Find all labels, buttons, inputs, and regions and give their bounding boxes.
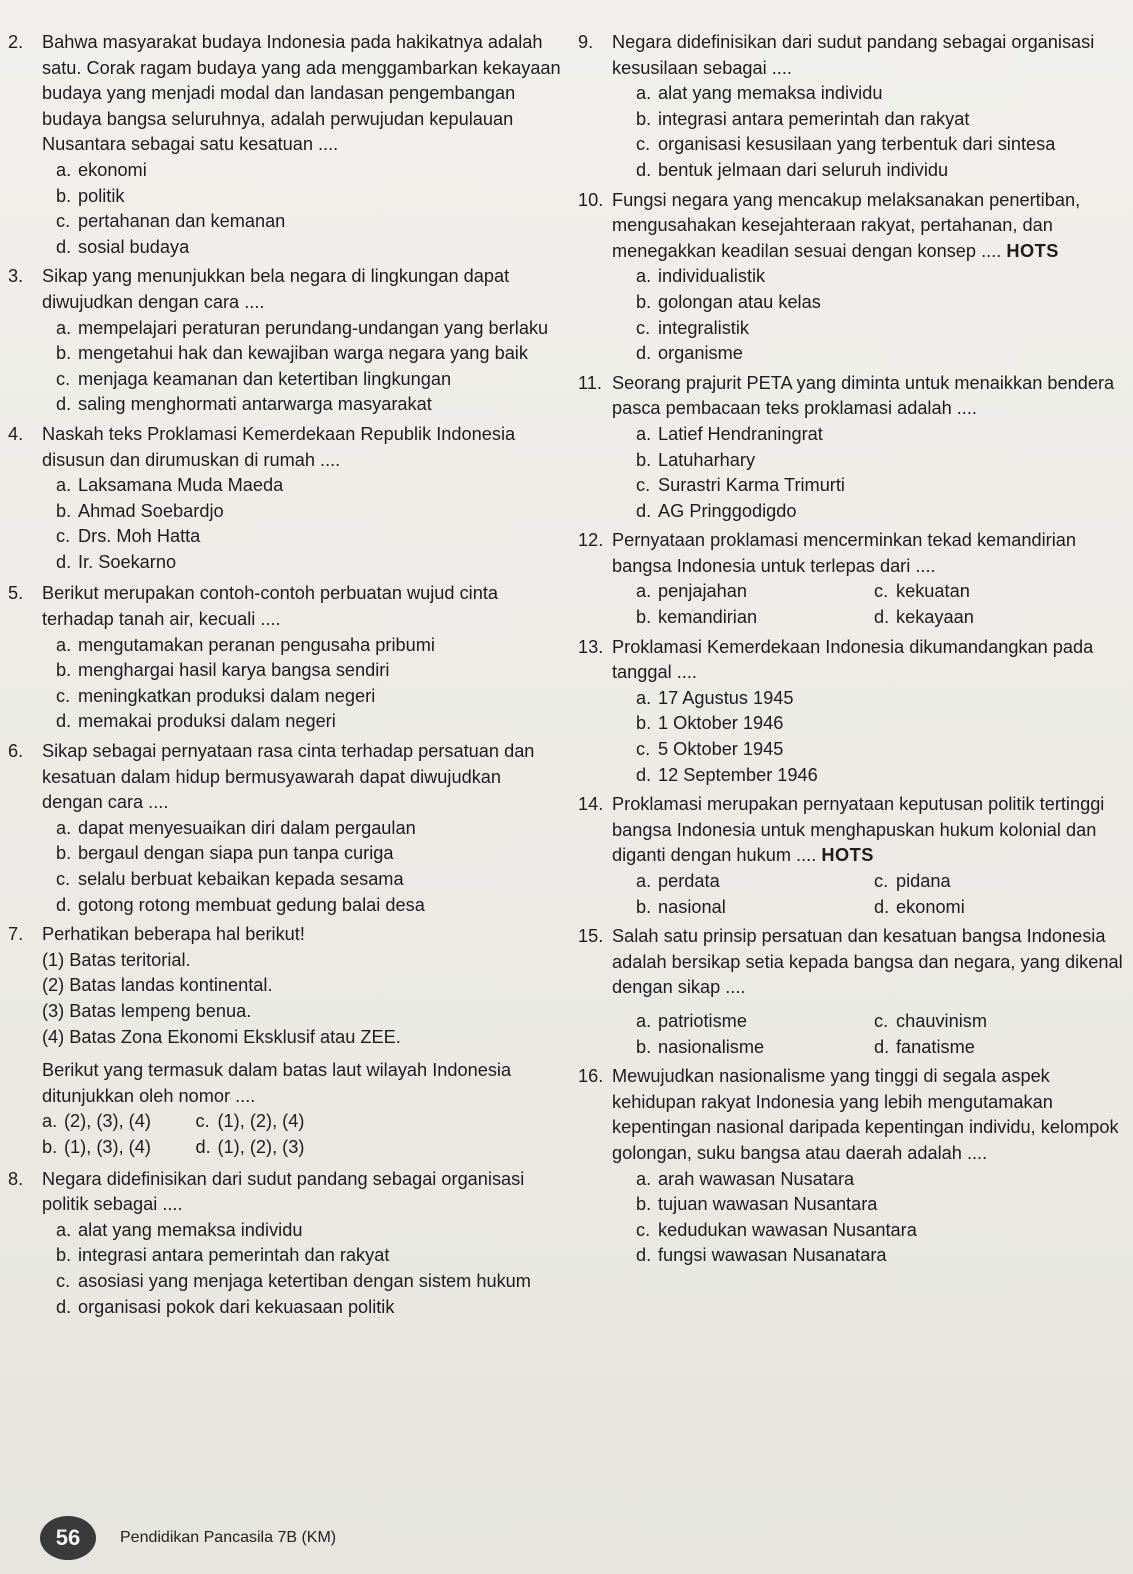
question-number: 15. [578,926,604,947]
option-b[interactable]: b. 1 Oktober 1946 [636,713,784,734]
question-prompt: Berikut yang termasuk dalam batas laut wilayah Indonesia ditunjukkan oleh nomor .... [42,1060,512,1106]
left-column [8,30,563,1320]
question-9 [578,30,1126,184]
option-b[interactable]: b. integrasi antara pemerintah dan rakyat [636,108,970,129]
book-title: Pendidikan Pancasila 7B (KM) [120,1529,337,1546]
question-8 [8,1167,563,1321]
question-number: 5. [8,583,24,604]
option-b[interactable]: b. politik [56,185,125,206]
option-c[interactable]: c. 5 Oktober 1945 [636,739,784,760]
option-b[interactable]: b. tujuan wawasan Nusantara [636,1194,878,1215]
statement-item: (4) Batas Zona Ekonomi Eksklusif atau ZEE. [42,1026,401,1047]
option-c[interactable]: c. meningkatkan produksi dalam negeri [56,685,376,706]
option-a[interactable]: a. alat yang memaksa individu [636,83,883,104]
option-a[interactable]: a. 17 Agustus 1945 [636,687,794,708]
option-b[interactable]: b. golongan atau kelas [636,291,821,312]
statement-item: (3) Batas lempeng benua. [42,1000,252,1021]
question-15 [578,924,1126,1060]
option-a[interactable]: a. alat yang memaksa individu [56,1219,303,1240]
option-c[interactable]: c. pertahanan dan kemanan [56,211,286,232]
question-number: 2. [8,32,24,52]
question-10 [578,188,1126,367]
option-b[interactable]: b. (1), (3), (4) [42,1136,151,1157]
option-a[interactable]: a. perdata [636,871,720,891]
question-text: Salah satu prinsip persatuan dan kesatuan bangsa Indonesia adalah bersikap setia kepada bangsa dan negara, yang dikenal dengan sikap .... [612,926,1123,998]
option-c[interactable]: c. (1), (2), (4) [195,1111,305,1132]
option-b[interactable]: b. mengetahui hak dan kewajiban warga negara yang baik [56,343,528,364]
question-number: 14. [578,794,604,815]
question-11 [578,371,1126,525]
option-d[interactable]: d. gotong rotong membuat gedung balai desa [56,894,425,915]
option-a[interactable]: a. Laksamana Muda Maeda [56,475,284,496]
question-text: Fungsi negara yang mencakup melaksanakan penertiban, mengusahakan kesejahteraan rakyat, pertahanan, dan menegakkan keadilan sesuai dengan konsep .... HOTS [612,189,1081,261]
option-b[interactable]: b. Ahmad Soebardjo [56,500,224,521]
question-6 [8,739,563,918]
option-b[interactable]: b. bergaul dengan siapa pun tanpa curiga [56,843,394,864]
question-number: 4. [8,423,24,444]
option-c[interactable]: c. pidana [874,871,951,891]
question-number: 7. [8,924,24,945]
option-a[interactable]: a. individualistik [636,266,766,287]
question-4 [8,422,563,576]
question-2 [8,30,563,260]
option-c[interactable]: c. Drs. Moh Hatta [56,526,201,547]
question-text: Negara didefinisikan dari sudut pandang sebagai organisasi kesusilaan sebagai .... [612,32,1095,78]
statement-item: (1) Batas teritorial. [42,949,191,970]
option-c[interactable]: c. chauvinism [874,1010,987,1031]
question-number: 11. [578,372,602,393]
option-a[interactable]: a. dapat menyesuaikan diri dalam pergaulan [56,817,416,838]
question-16 [578,1064,1126,1269]
option-d[interactable]: d. organisasi pokok dari kekuasaan politik [56,1296,395,1317]
option-c[interactable]: c. kedudukan wawasan Nusantara [636,1219,917,1240]
option-d[interactable]: d. fungsi wawasan Nusanatara [636,1245,887,1266]
option-d[interactable]: d. kekayaan [874,607,974,628]
question-text: Perhatikan beberapa hal berikut! [42,924,305,945]
option-c[interactable]: c. integralistik [636,317,749,338]
option-b[interactable]: b. nasionalisme [636,1036,765,1057]
question-text: Proklamasi merupakan pernyataan keputusan politik tertinggi bangsa Indonesia untuk menghapuskan hukum kolonial dan diganti dengan hukum .... HOTS [612,794,1105,866]
option-d[interactable]: d. saling menghormati antarwarga masyarakat [56,394,432,415]
question-text: Negara didefinisikan dari sudut pandang sebagai organisasi politik sebagai .... [42,1168,525,1215]
question-3 [8,264,563,418]
question-text: Naskah teks Proklamasi Kemerdekaan Republik Indonesia disusun dan dirumuskan di rumah .... [42,423,516,470]
option-d[interactable]: d. bentuk jelmaan dari seluruh individu [636,159,949,180]
option-b[interactable]: b. Latuharhary [636,449,756,470]
page-number: 56 [40,1516,96,1560]
option-a[interactable]: a. penjajahan [636,581,748,602]
question-text: Pernyataan proklamasi mencerminkan tekad kemandirian bangsa Indonesia untuk terlepas dari .... [612,530,1077,576]
option-d[interactable]: d. Ir. Soekarno [56,551,177,572]
question-text: Berikut merupakan contoh-contoh perbuatan wujud cinta terhadap tanah air, kecuali .... [42,583,498,630]
hots-badge: HOTS [1006,240,1059,261]
option-b[interactable]: b. kemandirian [636,607,758,628]
question-text: Mewujudkan nasionalisme yang tinggi di segala aspek kehidupan rakyat Indonesia yang lebih mengutamakan kepentingan nasional daripada kepentingan individu, kelompok golongan, suku bangsa atau daerah adalah .... [612,1066,1119,1163]
option-d[interactable]: d. memakai produksi dalam negeri [56,711,336,732]
option-d[interactable]: d. fanatisme [874,1036,975,1057]
option-a[interactable]: a. Latief Hendraningrat [636,423,823,444]
option-b[interactable]: b. menghargai hasil karya bangsa sendiri [56,660,390,681]
option-c[interactable]: c. kekuatan [874,581,970,602]
question-text: Seorang prajurit PETA yang diminta untuk menaikkan bendera pasca pembacaan teks proklamasi adalah .... [612,372,1115,419]
question-13 [578,635,1126,789]
option-d[interactable]: d. organisme [636,343,743,364]
right-column [578,30,1126,1269]
question-number: 13. [578,636,604,657]
question-number: 9. [578,32,594,52]
option-a[interactable]: a. (2), (3), (4) [42,1111,151,1132]
question-text: Bahwa masyarakat budaya Indonesia pada hakikatnya adalah satu. Corak ragam budaya yang ada menggambarkan kekayaan budaya yang menjadi modal dan landasan pengembangan budaya bangsa seluruhnya, adalah perwujudan kepulauan Nusantara sebagai satu kesatuan .... [42,32,561,155]
option-c[interactable]: c. selalu berbuat kebaikan kepada sesama [56,869,404,889]
option-a[interactable]: a. mempelajari peraturan perundang-undangan yang berlaku [56,317,549,338]
option-c[interactable]: c. asosiasi yang menjaga ketertiban dengan sistem hukum [56,1270,531,1291]
option-d[interactable]: d. ekonomi [874,896,965,917]
question-number: 16. [578,1066,604,1087]
option-b[interactable]: b. nasional [636,896,726,917]
question-number: 3. [8,266,24,287]
option-d[interactable]: d. AG Pringgodigdo [636,500,797,521]
hots-badge: HOTS [821,845,874,866]
question-text: Proklamasi Kemerdekaan Indonesia dikumandangkan pada tanggal .... [612,636,1094,683]
question-number: 12. [578,530,604,551]
statement-list [42,948,563,1050]
question-number: 6. [8,741,24,762]
option-a[interactable]: a. ekonomi [56,159,147,180]
option-a[interactable]: a. mengutamakan peranan pengusaha pribumi [56,634,435,655]
option-c[interactable]: c. Surastri Karma Trimurti [636,475,845,496]
question-14 [578,792,1126,920]
option-d[interactable]: d. 12 September 1946 [636,764,818,785]
question-number: 8. [8,1168,24,1189]
page-footer [40,1516,336,1560]
option-a[interactable]: a. patriotisme [636,1010,747,1031]
question-number: 10. [578,189,604,210]
option-d[interactable]: d. (1), (2), (3) [195,1136,305,1157]
question-12 [578,528,1126,630]
option-c[interactable]: c. organisasi kesusilaan yang terbentuk dari sintesa [636,134,1056,155]
question-text: Sikap sebagai pernyataan rasa cinta terhadap persatuan dan kesatuan dalam hidup bermusyawarah dapat diwujudkan dengan cara .... [42,741,535,813]
question-text: Sikap yang menunjukkan bela negara di lingkungan dapat diwujudkan dengan cara .... [42,266,510,312]
option-a[interactable]: a. arah wawasan Nusatara [636,1168,855,1189]
question-5 [8,581,563,735]
option-c[interactable]: c. menjaga keamanan dan ketertiban lingkungan [56,368,452,389]
statement-item: (2) Batas landas kontinental. [42,975,273,996]
option-b[interactable]: b. integrasi antara pemerintah dan rakyat [56,1245,390,1266]
option-d[interactable]: d. sosial budaya [56,236,190,257]
question-7 [8,922,563,1160]
